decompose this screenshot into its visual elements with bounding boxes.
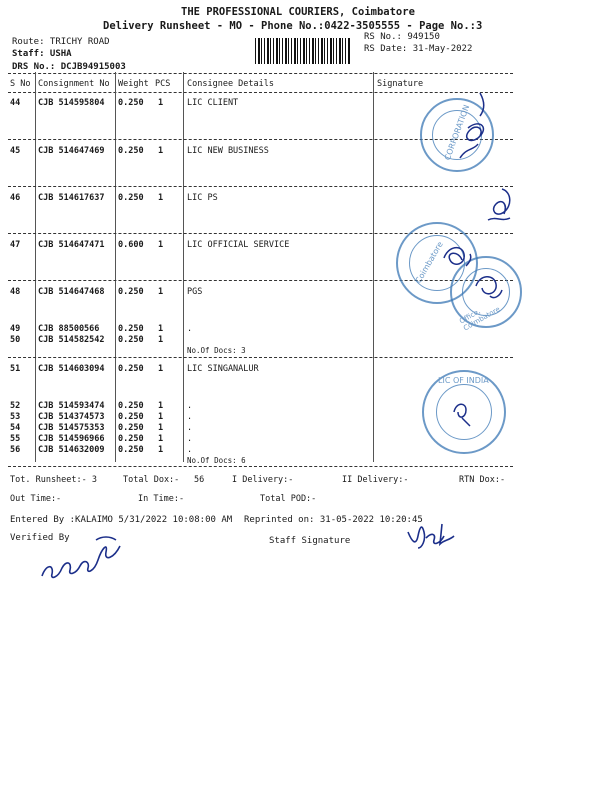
- col-consignment: Consignment No: [38, 79, 110, 89]
- drs-number: DRS No.: DCJB94915003: [12, 62, 126, 72]
- table-top-rule: [8, 73, 513, 74]
- rs-number: RS No.: 949150: [364, 32, 440, 42]
- row-divider: [8, 186, 513, 187]
- lic-stamp: Coimbatore: [396, 222, 478, 304]
- signature-mark: [440, 88, 500, 168]
- runsheet-subtitle: Delivery Runsheet - MO - Phone No.:0422-3505555 - Page No.:3: [103, 20, 483, 32]
- signature-mark: [470, 266, 510, 306]
- col-signature: Signature: [377, 79, 424, 89]
- col-divider: [115, 72, 116, 462]
- col-divider: [35, 72, 36, 462]
- barcode: [255, 38, 350, 64]
- row-divider: [8, 357, 513, 358]
- verifier-signature: [36, 532, 128, 586]
- col-consignee: Consignee Details: [187, 79, 274, 89]
- table-header-rule: [8, 92, 513, 93]
- reprinted-on: Reprinted on: 31-05-2022 10:20:45: [244, 515, 423, 525]
- staff-label: Staff: USHA: [12, 49, 72, 59]
- col-divider: [183, 72, 184, 462]
- signature-mark: [478, 184, 523, 229]
- route-label: Route: TRICHY ROAD: [12, 37, 110, 47]
- entered-by: Entered By :KALAIMO 5/31/2022 10:08:00 AM: [10, 515, 233, 525]
- lic-stamp: CORPORATION: [420, 98, 494, 172]
- lic-stamp: LIC OF INDIA: [422, 370, 506, 454]
- verified-by: Verified By: [10, 533, 70, 543]
- col-pcs: PCS: [155, 79, 171, 89]
- col-weight: Weight: [118, 79, 149, 89]
- signature-mark: [448, 396, 478, 430]
- rs-date: RS Date: 31-May-2022: [364, 44, 473, 54]
- staff-signature-label: Staff Signature: [269, 536, 351, 546]
- staff-signature: [404, 518, 460, 554]
- lic-stamp: Office, Coimbatore: [450, 256, 522, 328]
- col-divider: [373, 72, 374, 462]
- table-bottom-rule: [8, 466, 513, 467]
- company-title: THE PROFESSIONAL COURIERS, Coimbatore: [181, 6, 415, 18]
- col-sno: S No: [10, 79, 31, 89]
